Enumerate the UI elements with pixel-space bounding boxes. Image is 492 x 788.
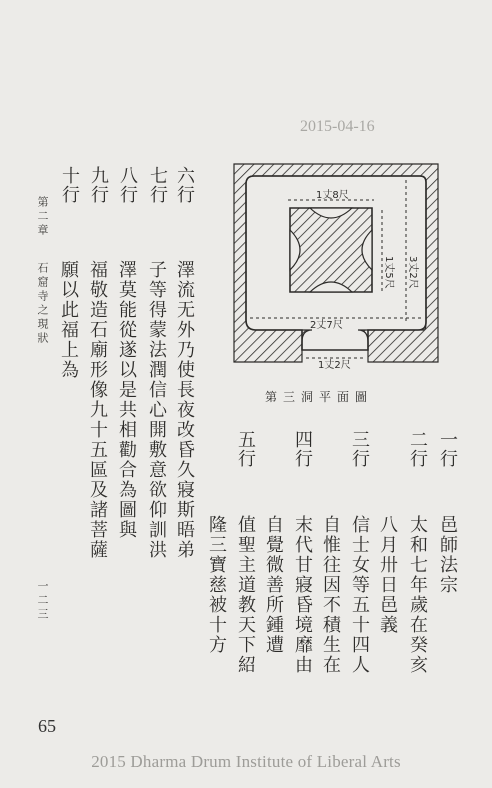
- cave-floor-plan: [226, 152, 446, 388]
- dim-pillar-depth: 1丈5尺: [383, 256, 394, 289]
- page-number: 65: [38, 716, 56, 736]
- inscription-line-10: 願以此福上為: [58, 260, 79, 380]
- dim-chamber-width: 2丈7尺: [310, 320, 343, 331]
- inscription-line-3a: 八月卅日邑義: [377, 515, 398, 635]
- watermark: 2015 Dharma Drum Institute of Liberal Arts: [91, 752, 401, 771]
- line-label-10: 十行: [59, 166, 80, 204]
- inscription-line-8: 澤莫能從遂以是共相勸合為圖與: [116, 260, 137, 540]
- inscription-line-6: 澤流无外乃使長夜改昏久寢斯晤弟: [174, 260, 195, 560]
- inscription-line-7: 子等得蒙法潤信心開敷意欲仰訓洪: [146, 260, 167, 560]
- inscription-line-4b: 末代甘寢昏境靡由: [292, 515, 313, 675]
- dim-entrance-width: 1丈2尺: [318, 360, 351, 371]
- chapter-header: 第二章: [36, 196, 49, 238]
- chapter-title: 石窟寺之現狀: [36, 262, 49, 346]
- dim-pillar-width: 1丈8尺: [316, 190, 349, 201]
- dim-chamber-depth: 3丈2尺: [407, 256, 418, 289]
- line-label-4: 四行: [292, 430, 313, 468]
- inscription-line-3b: 信士女等五十四人: [349, 515, 370, 675]
- line-label-9: 九行: [88, 166, 109, 204]
- line-label-8: 八行: [117, 166, 138, 204]
- line-label-3: 三行: [349, 430, 370, 468]
- line-label-6: 六行: [174, 166, 195, 204]
- inscription-line-2: 太和七年歲在癸亥: [407, 515, 428, 675]
- line-label-2: 二行: [407, 430, 428, 468]
- line-label-1: 一行: [437, 430, 458, 468]
- inscription-line-4a: 自惟往因不積生在: [320, 515, 341, 675]
- inscription-line-1: 邑師法宗: [437, 515, 458, 595]
- chinese-page-number: 一二三: [36, 580, 49, 622]
- figure-caption: 第三洞平面圖: [265, 390, 374, 404]
- line-label-7: 七行: [147, 166, 168, 204]
- inscription-line-9: 福敬造石廟形像九十五區及諸菩薩: [87, 260, 108, 560]
- date-stamp: 2015-04-16: [300, 118, 375, 135]
- inscription-line-5b: 值聖主道教天下紹: [235, 515, 256, 675]
- inscription-line-5a: 自覺微善所鍾遭: [263, 515, 284, 655]
- inscription-line-5c: 隆三寶慈被十方: [206, 515, 227, 655]
- line-label-5: 五行: [235, 430, 256, 468]
